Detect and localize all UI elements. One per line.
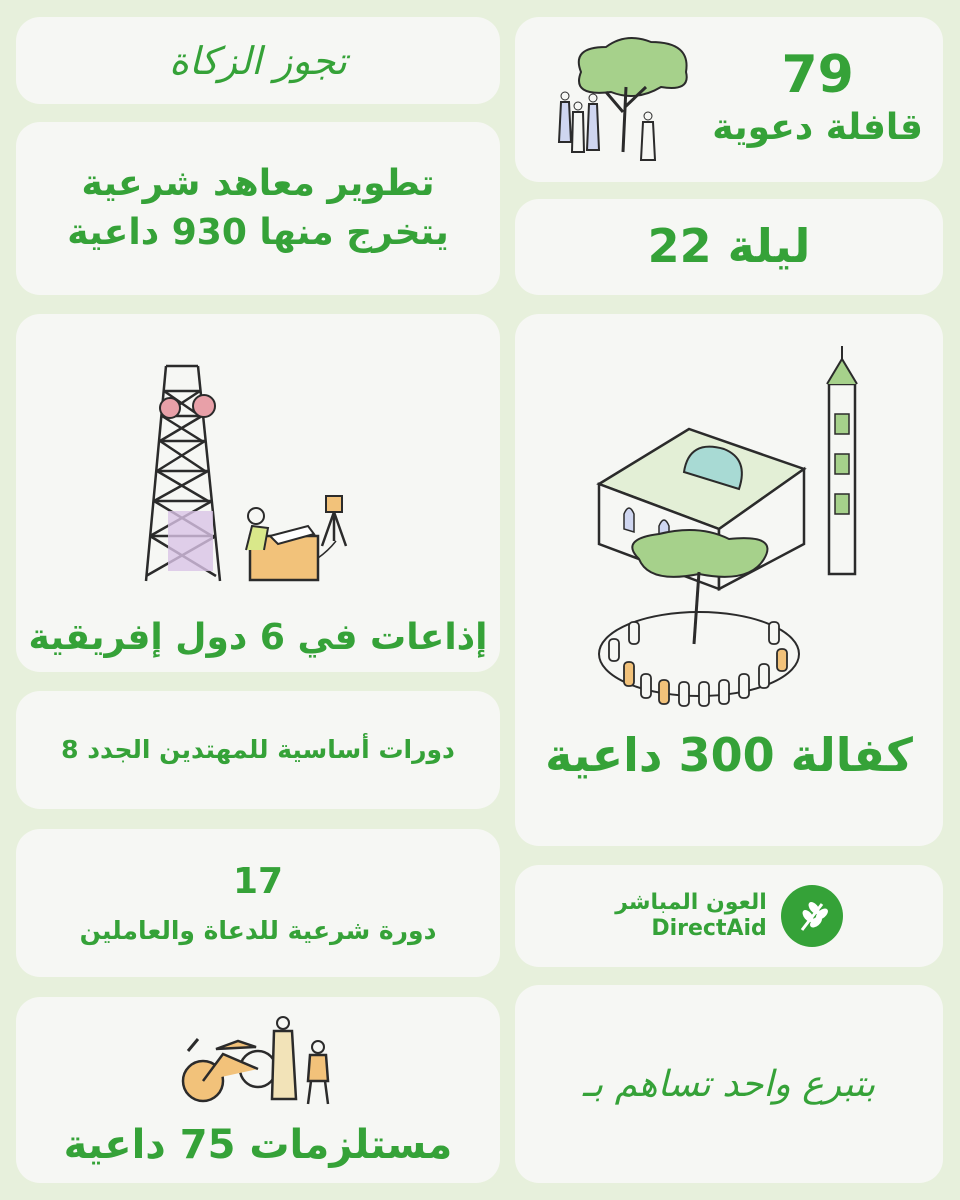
logo-arabic-text: العون المباشر — [615, 889, 767, 915]
institutes-card — [16, 122, 500, 295]
nights-card — [515, 199, 943, 295]
supplies-label: مستلزمات 75 داعية — [63, 1122, 453, 1168]
radio-card — [16, 314, 500, 672]
mosque-illustration — [579, 344, 879, 724]
logo-english-text: DirectAid — [651, 916, 767, 941]
sharia-courses-card — [16, 829, 500, 977]
donate-card — [515, 985, 943, 1183]
converts-courses-label: 8 دورات أساسية للمهتدين الجدد — [61, 735, 455, 765]
institutes-line1: تطوير معاهد شرعية — [81, 162, 435, 204]
caravans-card — [515, 17, 943, 182]
supplies-illustration — [168, 1009, 348, 1109]
caravans-label: قافلة دعوية — [712, 106, 923, 148]
logo-card — [515, 865, 943, 967]
nights-label: ليلة 22 — [647, 219, 811, 274]
institutes-line2: يتخرج منها 930 داعية — [67, 211, 449, 253]
supplies-card — [16, 997, 500, 1183]
logo-wheat-icon — [781, 885, 843, 947]
caravans-illustration — [551, 32, 701, 167]
caravans-number: 79 — [781, 44, 854, 105]
radio-label: إذاعات في 6 دول إفريقية — [28, 617, 488, 658]
sponsorship-card — [515, 314, 943, 846]
sharia-courses-number: 17 — [232, 860, 284, 902]
zakat-header: تجوز الزكاة — [169, 38, 347, 83]
radio-tower-illustration — [128, 336, 388, 606]
converts-courses-card — [16, 691, 500, 809]
sharia-courses-label: دورة شرعية للدعاة والعاملين — [79, 916, 437, 946]
donate-label: بتبرع واحد تساهم بـ — [582, 1063, 876, 1105]
zakat-header-card — [16, 17, 500, 104]
sponsorship-label: كفالة 300 داعية — [545, 728, 913, 782]
